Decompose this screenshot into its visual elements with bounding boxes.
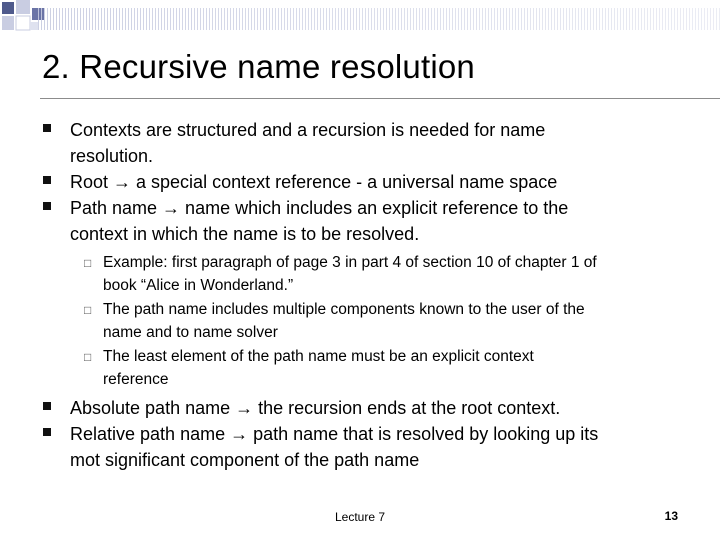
header-stripe: [161, 8, 162, 30]
header-stripe: [263, 8, 264, 30]
header-stripe: [377, 8, 378, 30]
header-stripe: [119, 8, 120, 30]
header-stripe: [602, 8, 603, 30]
header-stripe: [695, 8, 696, 30]
header-stripe: [275, 8, 276, 30]
header-stripe: [215, 8, 216, 30]
header-stripe: [194, 8, 195, 30]
header-stripe: [596, 8, 597, 30]
header-stripe: [668, 8, 669, 30]
header-stripe: [437, 8, 438, 30]
header-stripe: [269, 8, 270, 30]
header-stripe: [338, 8, 339, 30]
header-stripe: [605, 8, 606, 30]
header-stripe: [611, 8, 612, 30]
header-stripe: [62, 8, 63, 30]
bullet-line: Absolute path name → the recursion ends at the root context.: [70, 398, 561, 418]
header-stripe: [233, 8, 234, 30]
header-stripe: [509, 8, 510, 30]
header-stripe: [170, 8, 171, 30]
header-stripe: [614, 8, 615, 30]
bullet-marker: [43, 176, 51, 184]
bullet-line: Path name → name which includes an explicit reference to the: [70, 198, 569, 218]
header-stripe: [92, 8, 93, 30]
header-stripe: [308, 8, 309, 30]
header-stripe: [431, 8, 432, 30]
header-stripe: [617, 8, 618, 30]
header-stripe: [365, 8, 366, 30]
header-stripe: [212, 8, 213, 30]
header-stripe: [167, 8, 168, 30]
header-stripe: [686, 8, 687, 30]
bullet-contexts: [70, 117, 680, 169]
header-stripe: [236, 8, 237, 30]
header-stripe: [395, 8, 396, 30]
header-stripe: [317, 8, 318, 30]
header-stripe: [359, 8, 360, 30]
header-stripe: [149, 8, 150, 30]
bullet-line: resolution.: [70, 146, 154, 166]
header-stripe: [653, 8, 654, 30]
header-stripe: [368, 8, 369, 30]
header-stripe: [692, 8, 693, 30]
header-stripe: [53, 8, 54, 30]
header-stripe: [716, 8, 717, 30]
header-stripe: [443, 8, 444, 30]
header-stripe: [152, 8, 153, 30]
header-stripe: [593, 8, 594, 30]
header-stripe: [230, 8, 231, 30]
subbullet-line: The path name includes multiple components known to the user of the: [103, 301, 585, 318]
header-stripe: [557, 8, 558, 30]
header-stripe: [647, 8, 648, 30]
header-stripe: [281, 8, 282, 30]
header-stripe: [128, 8, 129, 30]
header-stripe: [413, 8, 414, 30]
header-stripe: [650, 8, 651, 30]
header-stripe: [98, 8, 99, 30]
bullet-path-name: [70, 195, 680, 247]
header-stripe: [227, 8, 228, 30]
header-stripe: [440, 8, 441, 30]
decorative-header-band: [38, 8, 720, 30]
bullet-line: context in which the name is to be resolved.: [70, 224, 420, 244]
header-stripe: [296, 8, 297, 30]
header-stripe: [662, 8, 663, 30]
bullet-marker: [43, 402, 51, 410]
subbullet-line: The least element of the path name must be an explicit context: [103, 348, 534, 365]
subbullet-line: book “Alice in Wonderland.”: [103, 277, 294, 294]
header-stripe: [41, 8, 42, 30]
subbullet-example: [103, 251, 693, 297]
header-stripe: [590, 8, 591, 30]
header-stripe: [446, 8, 447, 30]
header-stripe: [578, 8, 579, 30]
footer-lecture: Lecture 7: [335, 510, 386, 524]
header-stripe: [587, 8, 588, 30]
header-stripe: [434, 8, 435, 30]
slide-footer: [0, 510, 720, 530]
header-stripe: [71, 8, 72, 30]
header-stripe: [260, 8, 261, 30]
header-stripe: [335, 8, 336, 30]
header-stripe: [572, 8, 573, 30]
header-stripe: [677, 8, 678, 30]
header-stripe: [200, 8, 201, 30]
bullet-line: Contexts are structured and a recursion is needed for name: [70, 120, 546, 140]
header-stripe: [542, 8, 543, 30]
header-stripe: [107, 8, 108, 30]
subbullet-least-element: [103, 345, 693, 391]
header-stripe: [311, 8, 312, 30]
header-stripe: [575, 8, 576, 30]
header-stripe: [512, 8, 513, 30]
bullet-line: Root → a special context reference - a universal name space: [70, 172, 558, 192]
header-stripe: [110, 8, 111, 30]
header-stripe: [518, 8, 519, 30]
header-stripe: [539, 8, 540, 30]
header-stripe: [86, 8, 87, 30]
header-stripe: [293, 8, 294, 30]
header-stripe: [707, 8, 708, 30]
header-stripe: [131, 8, 132, 30]
header-stripe: [158, 8, 159, 30]
header-stripe: [485, 8, 486, 30]
header-stripe: [473, 8, 474, 30]
header-stripe: [191, 8, 192, 30]
header-stripe: [644, 8, 645, 30]
header-stripe: [629, 8, 630, 30]
header-stripe: [224, 8, 225, 30]
title-divider: [40, 98, 720, 99]
header-stripe: [515, 8, 516, 30]
header-stripe: [116, 8, 117, 30]
header-stripe: [185, 8, 186, 30]
header-stripe: [197, 8, 198, 30]
header-stripe: [401, 8, 402, 30]
header-stripe: [155, 8, 156, 30]
bullet-marker: [43, 428, 51, 436]
header-stripe: [239, 8, 240, 30]
subbullet-components: [103, 298, 693, 344]
header-stripe: [674, 8, 675, 30]
header-stripe: [452, 8, 453, 30]
header-stripe: [74, 8, 75, 30]
header-stripe: [56, 8, 57, 30]
header-stripe: [506, 8, 507, 30]
header-stripe: [353, 8, 354, 30]
header-stripe: [566, 8, 567, 30]
header-stripe: [389, 8, 390, 30]
header-stripe: [560, 8, 561, 30]
header-stripe: [554, 8, 555, 30]
header-stripe: [503, 8, 504, 30]
header-stripe: [38, 8, 39, 30]
header-stripe: [278, 8, 279, 30]
header-stripe: [329, 8, 330, 30]
header-stripe: [299, 8, 300, 30]
header-stripe: [50, 8, 51, 30]
header-stripe: [221, 8, 222, 30]
header-stripe: [530, 8, 531, 30]
sub-bullet-marker: □: [84, 350, 92, 364]
sub-bullet-marker: □: [84, 256, 92, 270]
header-stripe: [425, 8, 426, 30]
header-stripe: [206, 8, 207, 30]
header-stripe: [272, 8, 273, 30]
header-stripe: [419, 8, 420, 30]
header-stripe: [344, 8, 345, 30]
header-stripe: [584, 8, 585, 30]
header-stripe: [659, 8, 660, 30]
header-stripe: [284, 8, 285, 30]
header-stripe: [386, 8, 387, 30]
header-stripe: [488, 8, 489, 30]
header-stripe: [458, 8, 459, 30]
header-stripe: [122, 8, 123, 30]
header-stripe: [290, 8, 291, 30]
header-stripe: [242, 8, 243, 30]
header-stripe: [332, 8, 333, 30]
header-stripe: [635, 8, 636, 30]
header-stripe: [494, 8, 495, 30]
header-stripe: [680, 8, 681, 30]
header-stripe: [683, 8, 684, 30]
header-stripe: [320, 8, 321, 30]
header-stripe: [569, 8, 570, 30]
header-stripe: [140, 8, 141, 30]
bullet-marker: [43, 202, 51, 210]
header-stripe: [314, 8, 315, 30]
header-stripe: [59, 8, 60, 30]
header-stripe: [176, 8, 177, 30]
header-stripe: [83, 8, 84, 30]
bullet-relative-path: [70, 421, 680, 473]
header-stripe: [77, 8, 78, 30]
sub-bullet-marker: □: [84, 303, 92, 317]
header-stripe: [701, 8, 702, 30]
header-stripe: [479, 8, 480, 30]
header-stripe: [545, 8, 546, 30]
header-stripe: [341, 8, 342, 30]
bullet-marker: [43, 124, 51, 132]
header-stripe: [521, 8, 522, 30]
header-stripe: [461, 8, 462, 30]
header-stripe: [137, 8, 138, 30]
header-stripe: [620, 8, 621, 30]
header-stripe: [302, 8, 303, 30]
header-stripe: [362, 8, 363, 30]
page-number: 13: [664, 509, 678, 523]
header-stripe: [671, 8, 672, 30]
header-stripe: [266, 8, 267, 30]
header-stripe: [182, 8, 183, 30]
header-stripe: [527, 8, 528, 30]
header-stripe: [533, 8, 534, 30]
header-stripe: [143, 8, 144, 30]
header-stripe: [581, 8, 582, 30]
header-stripe: [455, 8, 456, 30]
header-stripe: [287, 8, 288, 30]
header-stripe: [209, 8, 210, 30]
header-stripe: [257, 8, 258, 30]
header-stripe: [254, 8, 255, 30]
header-stripe: [146, 8, 147, 30]
header-stripe: [491, 8, 492, 30]
bullet-line: Relative path name → path name that is resolved by looking up its: [70, 424, 599, 444]
header-stripe: [44, 8, 45, 30]
header-stripe: [89, 8, 90, 30]
header-stripe: [623, 8, 624, 30]
header-stripe: [407, 8, 408, 30]
header-stripe: [68, 8, 69, 30]
header-stripe: [104, 8, 105, 30]
bullet-absolute-path: [70, 395, 680, 421]
header-stripe: [698, 8, 699, 30]
header-stripe: [476, 8, 477, 30]
header-stripe: [404, 8, 405, 30]
header-stripe: [371, 8, 372, 30]
header-stripe: [248, 8, 249, 30]
header-stripe: [464, 8, 465, 30]
header-stripe: [497, 8, 498, 30]
header-stripe: [251, 8, 252, 30]
header-stripe: [173, 8, 174, 30]
header-stripe: [641, 8, 642, 30]
header-stripe: [101, 8, 102, 30]
header-stripe: [356, 8, 357, 30]
header-stripe: [134, 8, 135, 30]
header-stripe: [125, 8, 126, 30]
header-stripe: [665, 8, 666, 30]
bullet-root: [70, 169, 680, 195]
subbullet-line: name and to name solver: [103, 324, 278, 341]
header-stripe: [422, 8, 423, 30]
header-stripe: [416, 8, 417, 30]
header-stripe: [536, 8, 537, 30]
header-stripe: [326, 8, 327, 30]
header-stripe: [626, 8, 627, 30]
header-stripe: [218, 8, 219, 30]
header-stripe: [470, 8, 471, 30]
header-stripe: [65, 8, 66, 30]
header-stripe: [410, 8, 411, 30]
header-stripe: [347, 8, 348, 30]
subbullet-line: Example: first paragraph of page 3 in part 4 of section 10 of chapter 1 of: [103, 254, 597, 271]
bullet-line: mot significant component of the path name: [70, 450, 420, 470]
subbullet-line: reference: [103, 371, 169, 388]
header-stripe: [383, 8, 384, 30]
header-stripe: [548, 8, 549, 30]
header-stripe: [392, 8, 393, 30]
header-stripe: [656, 8, 657, 30]
header-stripe: [713, 8, 714, 30]
header-stripe: [599, 8, 600, 30]
header-stripe: [188, 8, 189, 30]
header-stripe: [449, 8, 450, 30]
header-stripe: [563, 8, 564, 30]
header-stripe: [632, 8, 633, 30]
header-stripe: [398, 8, 399, 30]
header-stripe: [374, 8, 375, 30]
header-stripe: [551, 8, 552, 30]
header-stripe: [704, 8, 705, 30]
header-stripe: [524, 8, 525, 30]
header-stripe: [113, 8, 114, 30]
header-stripe: [47, 8, 48, 30]
header-stripe: [95, 8, 96, 30]
header-stripe: [350, 8, 351, 30]
header-stripe: [245, 8, 246, 30]
slide-title: 2. Recursive name resolution: [42, 48, 475, 85]
header-stripe: [467, 8, 468, 30]
header-stripe: [323, 8, 324, 30]
header-stripe: [689, 8, 690, 30]
header-stripe: [608, 8, 609, 30]
header-stripe: [179, 8, 180, 30]
header-stripe: [428, 8, 429, 30]
header-stripe: [80, 8, 81, 30]
header-stripe: [380, 8, 381, 30]
header-stripe: [500, 8, 501, 30]
header-stripe: [638, 8, 639, 30]
header-stripe: [203, 8, 204, 30]
header-stripe: [164, 8, 165, 30]
header-stripe: [710, 8, 711, 30]
header-stripe: [305, 8, 306, 30]
header-stripe: [482, 8, 483, 30]
